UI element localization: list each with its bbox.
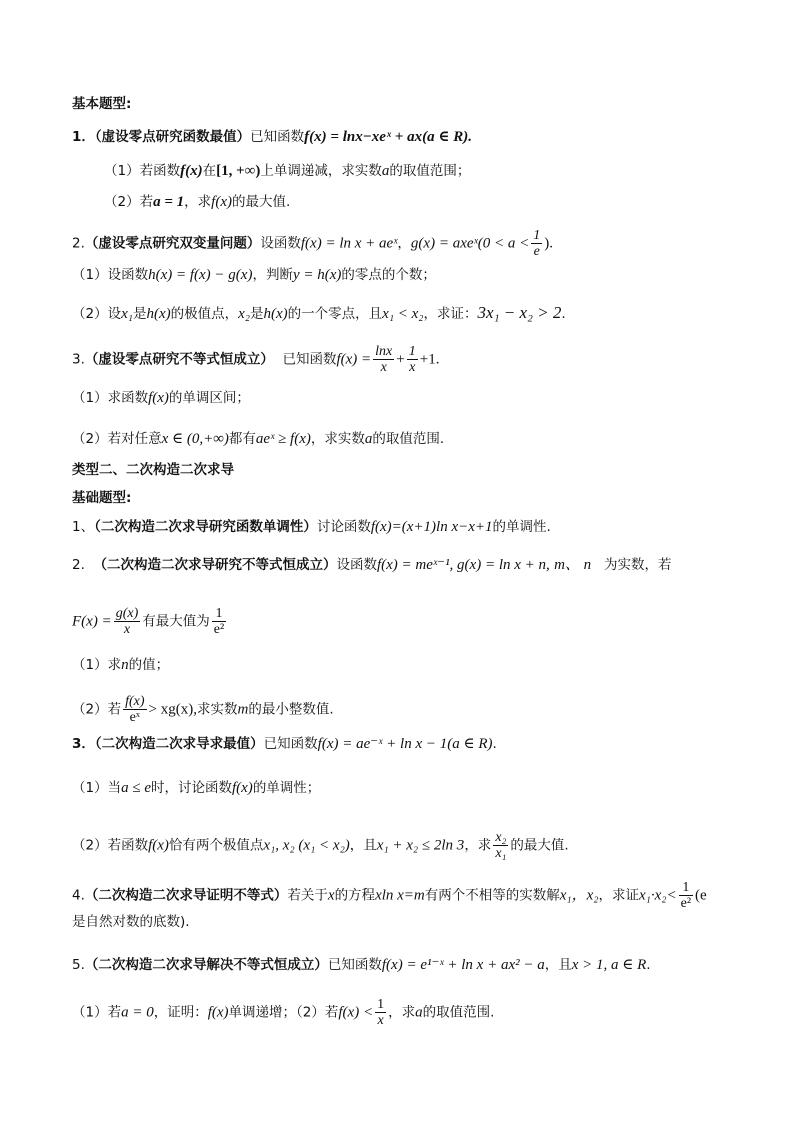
formula: a = 0 [121, 1004, 154, 1021]
problem-number: 3. [72, 351, 85, 368]
formula: f(x) [180, 163, 203, 179]
text: 是 [132, 306, 147, 322]
numerator: 1 [533, 228, 541, 243]
problem-3-part-2 [72, 429, 794, 449]
problem-1 [72, 127, 794, 147]
text: （2）若对任意 [72, 431, 162, 447]
text: 已知函数 [263, 736, 318, 752]
question-4 [72, 880, 794, 911]
question-3 [72, 734, 794, 754]
text: (e [695, 887, 707, 904]
text: （2）若 [104, 194, 154, 210]
formula: f(x) = meˣ⁻¹, g(x) = ln x + n, [376, 557, 550, 573]
formula: f(x)=(x+1)ln x−x+1 [370, 519, 493, 535]
formula: ). [544, 235, 553, 252]
question-2 [72, 555, 794, 575]
text: 的极值点， [170, 306, 239, 322]
text: （1）求 [72, 657, 122, 673]
formula: x₁·x₂< [639, 887, 677, 904]
formula: x₂ [238, 306, 250, 322]
denominator: e [533, 244, 540, 259]
question-1 [72, 517, 794, 537]
problem-tag: （二次构造二次求导研究函数单调性） [94, 519, 317, 535]
text: . [561, 306, 566, 322]
formula: a ≤ e [121, 780, 151, 796]
problem-tag: （虚设零点研究双变量问题） [84, 235, 261, 252]
formula: 3x₁ − x₂ > 2 [477, 303, 562, 322]
numerator: x₂ [495, 830, 507, 845]
text: 讨论函数 [316, 519, 371, 535]
problem-tag: （二次构造二次求导解决不等式恒成立） [84, 957, 328, 973]
fraction [114, 606, 141, 637]
section-heading-basic: 基本题型: [72, 96, 132, 112]
text: 的取值范围. [422, 1004, 495, 1021]
text: 有两个不相等的实数解 [424, 887, 560, 904]
formula: f(x) < [338, 1004, 374, 1021]
question-3-part-2 [72, 830, 794, 861]
formula: +1. [419, 351, 440, 368]
text: ，求实数 [310, 431, 365, 447]
fraction [373, 344, 394, 375]
text: （2）若函数 [72, 837, 149, 854]
text: ，判断 [252, 267, 293, 283]
formula: y = h(x) [292, 267, 342, 283]
formula: x₁ < x₂ [382, 306, 424, 322]
denominator: eˣ [129, 710, 140, 725]
text: ，证明： [153, 1004, 208, 1021]
formula: g(x) = axeˣ(0 < a < [410, 235, 530, 252]
text: （2）设 [72, 306, 122, 322]
text: 的一个零点，且 [287, 306, 383, 322]
numerator: 1 [377, 997, 385, 1012]
formula: x₁ + x₂ ≤ 2ln 3 [376, 837, 465, 854]
fraction [493, 830, 508, 861]
problem-tag: （虚设零点研究函数最值） [94, 129, 251, 145]
denominator: e² [680, 896, 692, 911]
text: 已知函数 [282, 351, 337, 368]
text: 的最大值. [231, 194, 291, 210]
text: ，且 [544, 957, 572, 973]
formula: > xg(x), [148, 701, 197, 718]
denominator: x₁ [495, 846, 507, 861]
formula: a [415, 1004, 423, 1021]
text: （1）若函数 [104, 163, 181, 179]
formula: a [364, 431, 373, 447]
text: . [492, 736, 497, 752]
text: 为实数，若 [604, 557, 672, 573]
problem-1-part-1 [104, 161, 794, 181]
text: 的单调性； [252, 780, 321, 796]
fraction [679, 880, 693, 911]
formula: m、 n [554, 557, 592, 573]
formula: x > 1, a ∈ R [571, 957, 647, 973]
formula: xln x=m [375, 887, 425, 904]
text: 设函数 [336, 557, 377, 573]
formula: m [237, 701, 249, 718]
formula: x ∈ (0,+∞) [161, 431, 229, 447]
problem-2-part-1 [72, 265, 794, 285]
text: 设函数 [260, 235, 301, 252]
formula: a [381, 163, 390, 179]
formula: x [327, 887, 335, 904]
text: 的方程 [334, 887, 376, 904]
question-5 [72, 955, 794, 975]
question-3-part-1 [72, 778, 794, 798]
text: 是 [250, 306, 264, 322]
formula: h(x) [146, 306, 171, 322]
text: 的零点的个数； [341, 267, 436, 283]
formula: x₁, x₂ (x₁ < x₂) [263, 837, 350, 854]
numerator: f(x) [125, 694, 145, 709]
problem-number: 2. [72, 235, 85, 252]
text: ，求 [388, 1004, 416, 1021]
text: ，求 [464, 837, 492, 854]
text: 的取值范围； [389, 163, 471, 179]
formula: f(x) = [336, 351, 372, 368]
formula: x₁ [121, 306, 133, 322]
fraction [212, 606, 226, 637]
text: ，且 [349, 837, 377, 854]
text: 的单调区间； [168, 390, 250, 406]
problem-number: 4. [72, 887, 85, 904]
formula: f(x) [231, 780, 253, 796]
text: 的值； [128, 657, 170, 673]
problem-2-part-2 [72, 303, 794, 324]
problem-1-part-2 [104, 192, 794, 212]
question-2-part-2 [72, 694, 794, 725]
numerator: 1 [212, 606, 226, 622]
problem-2 [72, 228, 794, 259]
problem-tag: （二次构造二次求导证明不等式） [84, 887, 288, 904]
text: （2）若 [72, 701, 122, 718]
text: 的取值范围. [372, 431, 445, 447]
text: ，求证 [598, 887, 639, 904]
numerator: 1 [679, 880, 693, 896]
problem-tag: （二次构造二次求导求最值） [94, 736, 264, 752]
problem-tag: （二次构造二次求导研究不等式恒成立） [93, 557, 337, 573]
formula: f(x) [148, 390, 169, 406]
text: . [646, 957, 651, 973]
text: 若关于 [287, 887, 328, 904]
fraction [407, 344, 418, 375]
text: 在 [202, 163, 217, 179]
numerator: 1 [408, 344, 416, 359]
text: 都有 [228, 431, 256, 447]
section-title-type-2: 类型二、二次构造二次求导 [72, 462, 234, 478]
formula: f(x) = ae⁻ˣ + ln x − 1(a ∈ R) [317, 736, 493, 752]
formula: f(x) [207, 1004, 229, 1021]
formula: + [396, 351, 405, 368]
text: 的最大值. [510, 837, 569, 854]
numerator: g(x) [115, 606, 139, 621]
text: （1）若 [72, 1004, 122, 1021]
text: 时，讨论函数 [150, 780, 232, 796]
problem-number: 5. [72, 957, 85, 973]
problem-3-part-1 [72, 388, 794, 408]
fraction [123, 694, 146, 725]
formula: f(x) = e¹⁻ˣ + ln x + ax² − a [381, 957, 545, 973]
text: 已知函数 [327, 957, 382, 973]
question-2-part-1 [72, 655, 794, 675]
numerator: lnx [375, 344, 393, 359]
problem-number: 3． [72, 736, 95, 752]
question-2-condition [72, 606, 794, 637]
formula: aeˣ ≥ f(x) [255, 431, 311, 447]
text: 已知函数 [250, 129, 305, 145]
text: ， [397, 235, 411, 252]
formula: h(x) [263, 306, 288, 322]
formula: [1, +∞) [216, 163, 261, 179]
denominator: x [123, 622, 131, 637]
problem-3 [72, 344, 794, 375]
text: 求实数 [196, 701, 238, 718]
text: 单调递增； [228, 1004, 297, 1021]
text: （1）当 [72, 780, 122, 796]
fraction [531, 228, 542, 259]
denominator: x [380, 360, 387, 375]
denominator: x [409, 360, 416, 375]
question-5-parts [72, 997, 794, 1028]
denominator: x [377, 1013, 384, 1028]
problem-number: 1． [72, 129, 95, 145]
formula: x₁，x₂ [559, 887, 599, 904]
text: 恰有两个极值点 [168, 837, 264, 854]
formula: f(x) [211, 194, 232, 210]
question-4-continued: 是自然对数的底数). [72, 914, 190, 930]
text: ，求证： [423, 306, 478, 322]
text: （2）若 [296, 1004, 339, 1021]
formula: n [121, 657, 129, 673]
text: 的最小整数值. [248, 701, 334, 718]
problem-number: 1、 [72, 519, 95, 535]
formula: f(x) = ln x + aeˣ [300, 235, 398, 252]
fraction [375, 997, 386, 1028]
text: 上单调递减，求实数 [260, 163, 382, 179]
formula: F(x) = [72, 613, 112, 630]
problem-tag: （虚设零点研究不等式恒成立） [84, 351, 274, 368]
formula: a = 1 [153, 194, 185, 210]
text: （1）求函数 [72, 390, 149, 406]
text: 有最大值为 [142, 613, 210, 630]
denominator: e² [213, 622, 225, 637]
formula: f(x) [148, 837, 169, 854]
problem-number: 2. [72, 557, 85, 573]
formula: f(x) = lnx−xeˣ + ax(a ∈ R). [304, 129, 472, 145]
text: ，求 [184, 194, 212, 210]
text: 的单调性. [492, 519, 551, 535]
formula: h(x) = f(x) − g(x) [148, 267, 253, 283]
text: （1）设函数 [72, 267, 149, 283]
section-heading-basic-2: 基础题型: [72, 490, 132, 506]
